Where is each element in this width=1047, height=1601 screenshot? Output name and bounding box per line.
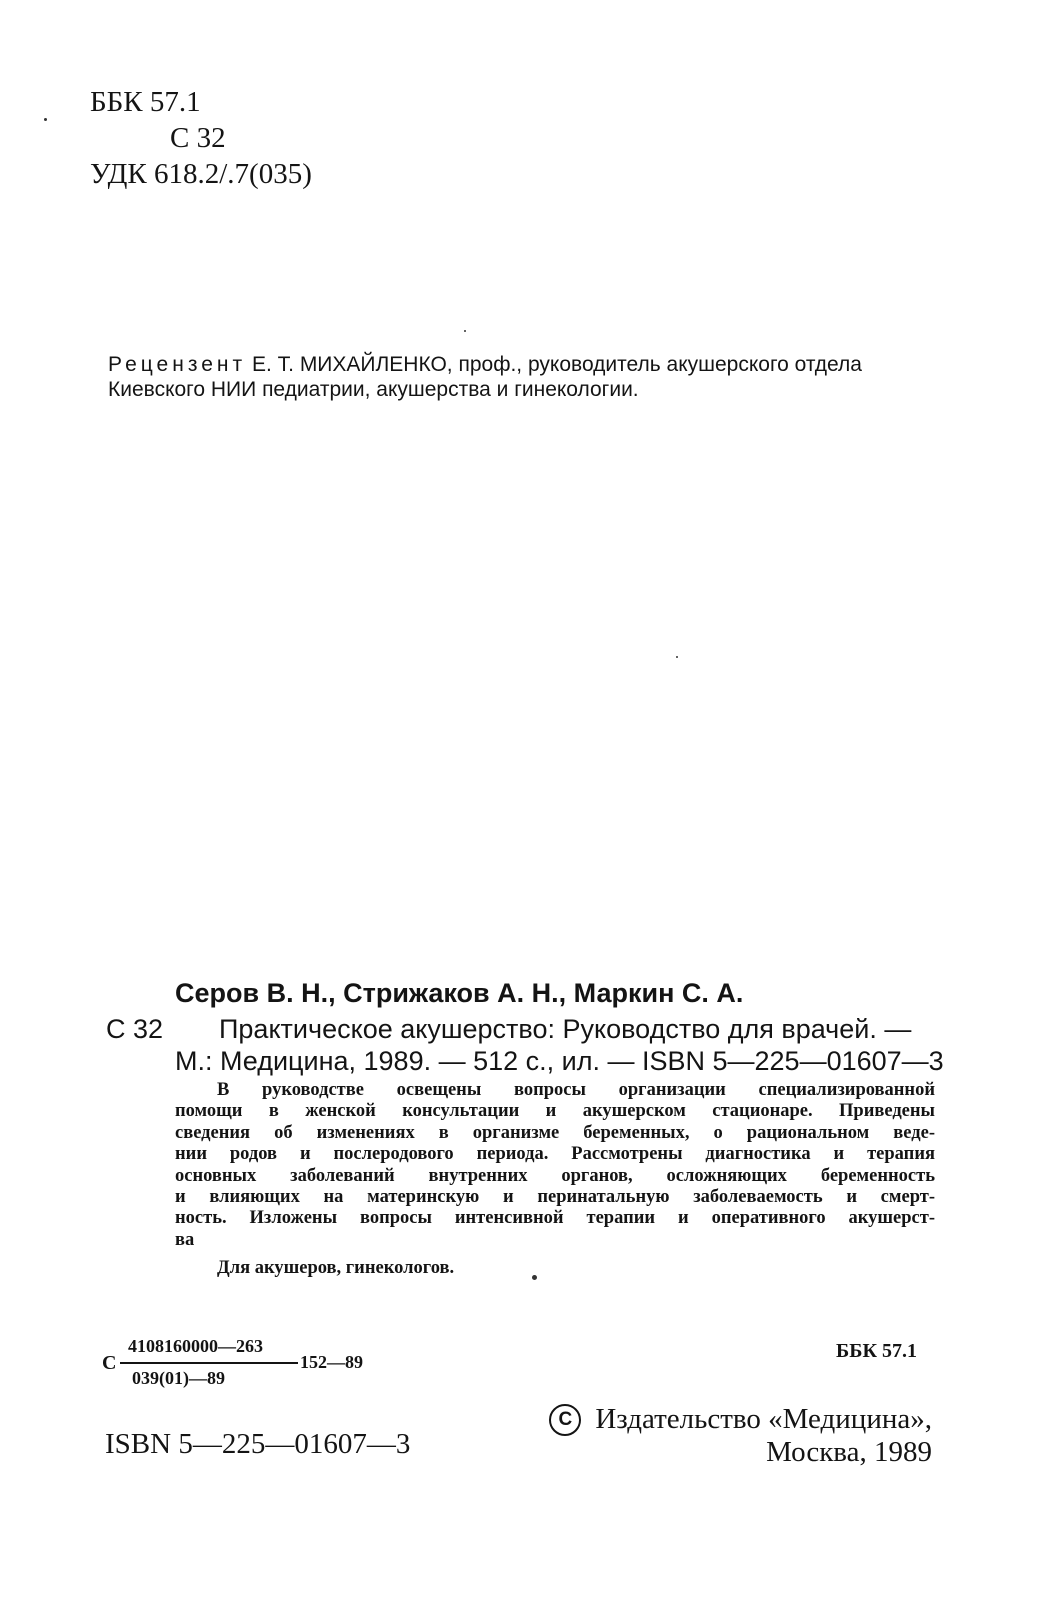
print-speck: [676, 656, 678, 658]
annotation-line: В руководстве освещены вопросы организации специализированной: [217, 1080, 935, 1100]
isbn: ISBN 5—225—01607—3: [105, 1428, 411, 1460]
formula-prefix: С: [102, 1352, 117, 1374]
annotation-line: и влияющих на материнскую и перинатальную заболеваемость и смерт-: [175, 1187, 935, 1208]
publisher-name: Издательство «Медицина»,: [595, 1403, 932, 1435]
bbk-code-top: ББК 57.1: [90, 86, 201, 118]
copyright-icon: C: [549, 1404, 581, 1436]
annotation-line: основных заболеваний внутренних органов, осложняющих беременность: [175, 1165, 935, 1186]
formula-denominator: 039(01)—89: [132, 1368, 225, 1388]
author-mark-top: С 32: [170, 122, 226, 154]
entry-code: С 32: [106, 1014, 164, 1044]
annotation-line: сведения об изменениях в организме беременных, о рациональном веде-: [175, 1122, 935, 1143]
entry-title: Практическое акушерство: Руководство для врачей. —: [219, 1014, 912, 1044]
bbk-code-bottom: ББК 57.1: [836, 1340, 917, 1362]
formula-side-number: 152—89: [300, 1352, 363, 1372]
audience-note: Для акушеров, гинекологов.: [217, 1258, 455, 1278]
annotation-line: ва: [175, 1229, 195, 1250]
print-speck: [532, 1275, 537, 1280]
authors-heading: Серов В. Н., Стрижаков А. Н., Маркин С. А.: [175, 978, 744, 1008]
annotation-line: ность. Изложены вопросы интенсивной терапии и оперативного акушерст-: [175, 1208, 935, 1229]
reviewer-line-1: [108, 352, 862, 377]
reviewer-line-2: Киевского НИИ педиатрии, акушерства и гинекологии.: [108, 378, 639, 401]
entry-publication: М.: Медицина, 1989. — 512 с., ил. — ISBN 5—225—01607—3: [175, 1046, 944, 1076]
reviewer-details: Е. Т. МИХАЙЛЕНКО, проф., руководитель акушерского отдела: [251, 353, 862, 376]
publisher-city-year: Москва, 1989: [766, 1436, 932, 1468]
fraction-rule: [120, 1362, 298, 1364]
annotation-line: помощи в женской консультации и акушерском стационаре. Приведены: [175, 1101, 935, 1122]
annotation-line: нии родов и послеродового периода. Рассмотрены диагностика и терапия: [175, 1144, 935, 1165]
udk-code: УДК 618.2/.7(035): [90, 158, 312, 190]
print-speck: [464, 330, 466, 332]
publisher-block: [549, 1403, 932, 1469]
annotation-paragraph: [175, 1080, 935, 1251]
publisher-name-line: [549, 1403, 932, 1436]
reviewer-label: Рецензент: [108, 353, 247, 376]
formula-numerator: 4108160000—263: [128, 1336, 263, 1356]
print-speck: [44, 118, 47, 121]
